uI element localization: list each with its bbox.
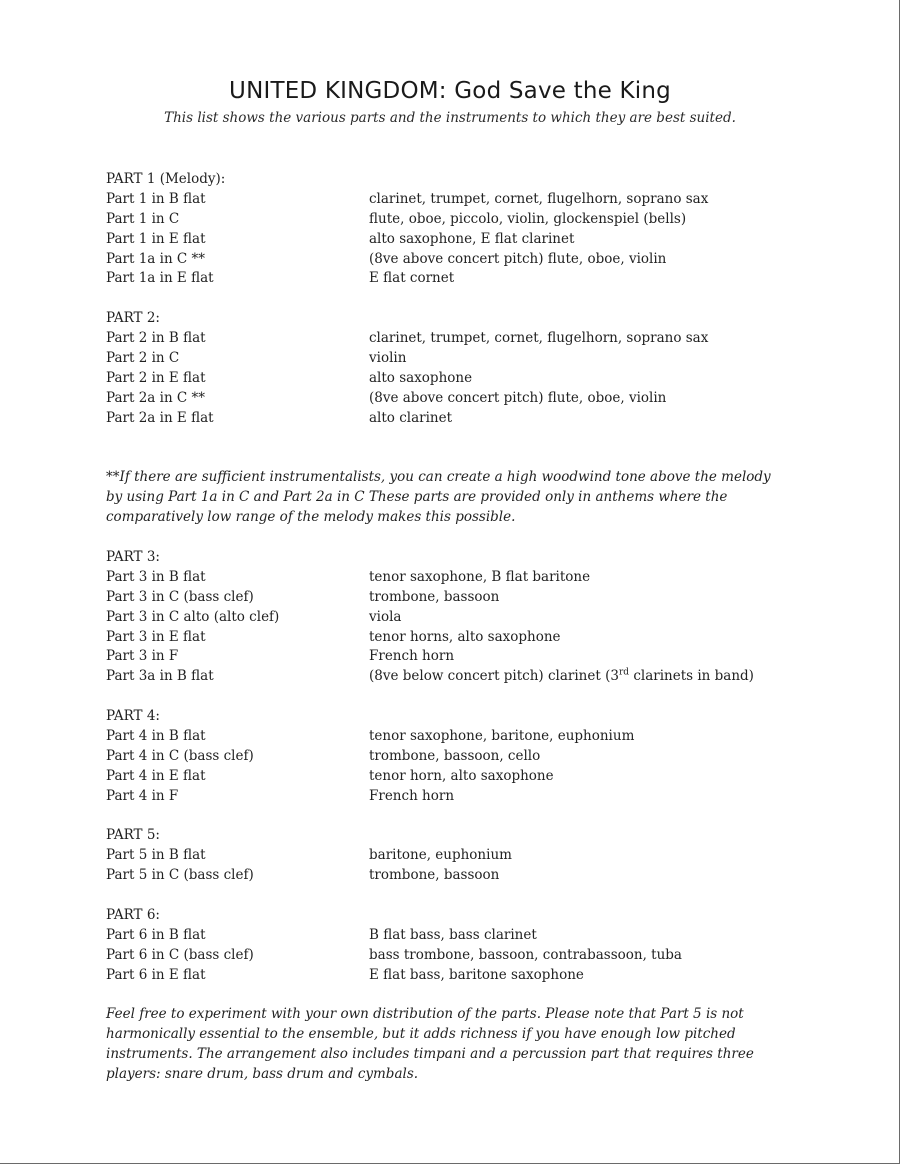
table-row <box>106 588 796 608</box>
part5-heading: PART 5: <box>106 827 160 844</box>
table-row <box>106 747 796 767</box>
part-name: Part 1 in B flat <box>106 190 206 207</box>
parts-list <box>106 170 796 1085</box>
instrument-list: tenor horn, alto saxophone <box>369 767 554 784</box>
table-row <box>106 269 796 289</box>
table-row <box>106 190 796 210</box>
spacer <box>106 687 796 707</box>
table-row <box>106 667 796 687</box>
part-name: Part 1 in C <box>106 210 180 227</box>
part-name: Part 6 in C (bass clef) <box>106 946 254 963</box>
part-name: Part 1 in E flat <box>106 230 206 247</box>
table-row <box>106 349 796 369</box>
instrument-list: flute, oboe, piccolo, violin, glockenspiel (bells) <box>369 210 687 227</box>
instrument-text: (8ve below concert pitch) clarinet (3 <box>369 668 619 685</box>
instrument-list: baritone, euphonium <box>369 847 512 864</box>
part-name: Part 2a in C ** <box>106 389 206 406</box>
instrument-list: alto clarinet <box>369 409 453 426</box>
instrument-list: trombone, bassoon, cello <box>369 747 541 764</box>
part2-heading: PART 2: <box>106 310 160 327</box>
part-name: Part 1a in C ** <box>106 250 206 267</box>
table-row <box>106 568 796 588</box>
table-row <box>106 966 796 986</box>
part1-heading: PART 1 (Melody): <box>106 171 226 187</box>
part-name: Part 2 in E flat <box>106 369 206 386</box>
spacer <box>106 289 796 309</box>
table-row <box>106 210 796 230</box>
table-row <box>106 647 796 667</box>
table-row <box>106 767 796 787</box>
instrument-list: French horn <box>369 787 455 804</box>
table-row <box>106 369 796 389</box>
part-name: Part 5 in B flat <box>106 847 206 864</box>
part-name: Part 3 in F <box>106 648 179 665</box>
part-name: Part 2 in B flat <box>106 330 206 347</box>
table-row <box>106 250 796 270</box>
part-name: Part 4 in B flat <box>106 727 206 744</box>
part-name: Part 1a in E flat <box>106 270 214 287</box>
instrument-list: viola <box>369 608 402 625</box>
instrument-list: alto saxophone <box>369 369 473 386</box>
part-name: Part 3 in C alto (alto clef) <box>106 608 280 625</box>
table-row <box>106 946 796 966</box>
part-name: Part 3 in E flat <box>106 628 206 645</box>
part3-heading: PART 3: <box>106 548 160 565</box>
part6-heading: PART 6: <box>106 907 160 923</box>
table-row <box>106 608 796 628</box>
part-name: Part 4 in C (bass clef) <box>106 747 254 764</box>
part4-heading: PART 4: <box>106 708 160 725</box>
instrument-list: B flat bass, bass clarinet <box>369 926 537 943</box>
table-row <box>106 628 796 648</box>
instrument-list: tenor saxophone, baritone, euphonium <box>369 727 635 744</box>
closing-note: Feel free to experiment with your own distribution of the parts. Please note that Part 5 is not harmonically essential to the ensemble, but it adds richness if you have enough low pitched instruments. The arrangement also includes timpani and a percussion part that requires three players: snare drum, bass drum and cymbals. <box>106 1006 754 1083</box>
table-row <box>106 329 796 349</box>
instrument-list: trombone, bassoon <box>369 588 500 605</box>
instrument-list: violin <box>369 350 407 367</box>
part-name: Part 3 in B flat <box>106 568 206 585</box>
table-row <box>106 866 796 886</box>
page-title: UNITED KINGDOM: God Save the King <box>229 78 671 104</box>
woodwind-note: **If there are sufficient instrumentalists, you can create a high woodwind tone above the melody by using Part 1a in C and Part 2a in C These parts are provided only in anthems where the comparatively low range of the melody makes this possible. <box>106 469 771 526</box>
part-name: Part 4 in E flat <box>106 767 206 784</box>
page-subtitle: This list shows the various parts and the instruments to which they are best suited. <box>164 110 736 126</box>
table-row <box>106 409 796 429</box>
instrument-list: French horn <box>369 648 455 665</box>
table-row <box>106 389 796 409</box>
instrument-list: clarinet, trumpet, cornet, flugelhorn, soprano sax <box>369 190 709 207</box>
instrument-list: trombone, bassoon <box>369 867 500 884</box>
spacer <box>106 448 796 468</box>
table-row <box>106 846 796 866</box>
instrument-list: E flat bass, baritone saxophone <box>369 966 584 983</box>
spacer <box>106 429 796 449</box>
part-name: Part 3a in B flat <box>106 668 214 685</box>
part-name: Part 4 in F <box>106 787 179 804</box>
part-name: Part 5 in C (bass clef) <box>106 867 254 884</box>
instrument-list: tenor saxophone, B flat baritone <box>369 568 591 585</box>
instrument-text: clarinets in band) <box>629 668 754 685</box>
ordinal-suffix: rd <box>618 667 630 678</box>
spacer <box>106 986 796 1006</box>
part-name: Part 6 in B flat <box>106 926 206 943</box>
instrument-list: tenor horns, alto saxophone <box>369 628 561 645</box>
instrument-list: bass trombone, bassoon, contrabassoon, tuba <box>369 946 682 963</box>
table-row <box>106 230 796 250</box>
instrument-list: (8ve above concert pitch) flute, oboe, violin <box>369 389 667 406</box>
instrument-list: (8ve above concert pitch) flute, oboe, violin <box>369 250 667 267</box>
part-name: Part 3 in C (bass clef) <box>106 588 254 605</box>
table-row <box>106 787 796 807</box>
instrument-list: alto saxophone, E flat clarinet <box>369 230 575 247</box>
table-row <box>106 727 796 747</box>
part-name: Part 2a in E flat <box>106 409 214 426</box>
table-row <box>106 926 796 946</box>
spacer <box>106 528 796 548</box>
part-name: Part 2 in C <box>106 350 180 367</box>
instrument-list: E flat cornet <box>369 270 455 287</box>
instrument-list <box>369 667 796 687</box>
part-name: Part 6 in E flat <box>106 966 206 983</box>
spacer <box>106 886 796 906</box>
spacer <box>106 807 796 827</box>
instrument-list: clarinet, trumpet, cornet, flugelhorn, soprano sax <box>369 330 709 347</box>
